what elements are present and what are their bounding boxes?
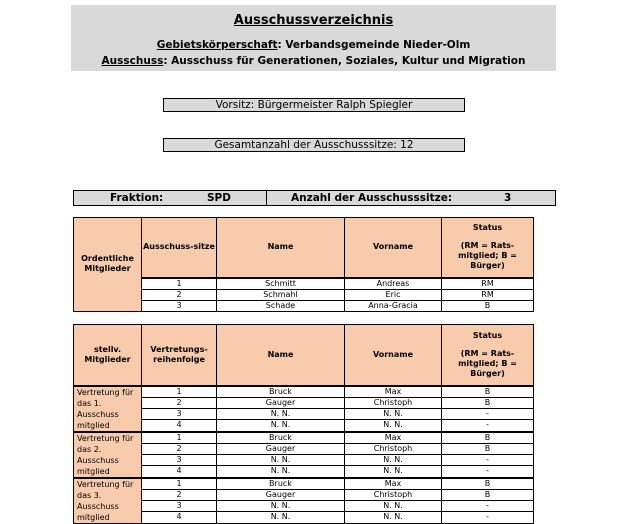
table-cell: B	[442, 432, 534, 444]
table-cell: N. N.	[345, 420, 442, 432]
vorsitz-box: Vorsitz: Bürgermeister Ralph Spiegler	[163, 98, 465, 112]
table-cell: 2	[142, 397, 217, 408]
table-cell: 1	[142, 432, 217, 444]
table-cell: B	[442, 489, 534, 500]
table-cell: N. N.	[217, 420, 345, 432]
status-title: Status	[472, 223, 503, 233]
table-cell: 1	[142, 478, 217, 490]
table-cell: B	[442, 386, 534, 398]
fraktion-divider	[266, 191, 267, 205]
table-cell: 3	[142, 454, 217, 465]
table-cell: 3	[142, 500, 217, 511]
table-cell: Max	[345, 386, 442, 398]
col-header-reihenfolge: Vertretungs-reihenfolge	[142, 325, 217, 386]
table-cell: -	[442, 420, 534, 432]
koerperschaft-value: : Verbandsgemeinde Nieder-Olm	[277, 39, 471, 51]
table-cell: 3	[142, 300, 217, 311]
table-cell: Bruck	[217, 386, 345, 398]
col-header-vorname: Vorname	[345, 218, 442, 278]
table-cell: 1	[142, 278, 217, 290]
table-cell: Christoph	[345, 489, 442, 500]
col-header-sitze: Ausschuss-sitze	[142, 218, 217, 278]
table-cell: 2	[142, 489, 217, 500]
fraktion-label: Fraktion:	[110, 192, 164, 204]
table-cell: Christoph	[345, 443, 442, 454]
table-cell: Max	[345, 478, 442, 490]
ordentliche-table	[73, 217, 534, 312]
vertretung-label-1: Vertretung für das 1. Ausschuss mitglied	[74, 386, 142, 432]
table-cell: N. N.	[345, 466, 442, 478]
table-cell: -	[442, 466, 534, 478]
table-cell: N. N.	[217, 466, 345, 478]
table-cell: Christoph	[345, 397, 442, 408]
table-cell: N. N.	[217, 454, 345, 465]
fraktion-bar	[73, 190, 556, 206]
col-header-status	[442, 325, 534, 386]
table-cell: -	[442, 454, 534, 465]
fraktion-name: SPD	[207, 192, 231, 204]
table-cell: N. N.	[217, 500, 345, 511]
table-cell: Eric	[345, 289, 442, 300]
koerperschaft-line	[71, 39, 556, 51]
table-cell: -	[442, 512, 534, 523]
table-cell: RM	[442, 289, 534, 300]
table-cell: Bruck	[217, 478, 345, 490]
stellv-row-label: stellv. Mitglieder	[74, 325, 142, 386]
ausschuss-value: : Ausschuss für Generationen, Soziales, Kultur und Migration	[163, 55, 526, 67]
table-cell: N. N.	[345, 500, 442, 511]
vertretung-label-2: Vertretung für das 2. Ausschuss mitglied	[74, 432, 142, 478]
page-title: Ausschussverzeichnis	[233, 13, 394, 28]
table-cell: 4	[142, 420, 217, 432]
table-cell: 3	[142, 408, 217, 419]
ausschuss-line	[71, 55, 556, 67]
table-cell: 4	[142, 512, 217, 523]
table-cell: Andreas	[345, 278, 442, 290]
table-cell: N. N.	[217, 512, 345, 523]
table-cell: Anna-Gracia	[345, 300, 442, 311]
table-cell: 4	[142, 466, 217, 478]
table-cell: N. N.	[345, 454, 442, 465]
table-cell: N. N.	[217, 408, 345, 419]
table-cell: Bruck	[217, 432, 345, 444]
col-header-status	[442, 218, 534, 278]
header-box	[71, 5, 556, 71]
table-cell: B	[442, 478, 534, 490]
table-cell: Gauger	[217, 443, 345, 454]
table-cell: Schade	[217, 300, 345, 311]
sitze-label: Anzahl der Ausschusssitze:	[291, 192, 453, 204]
table-cell: Max	[345, 432, 442, 444]
table-cell: -	[442, 408, 534, 419]
ordentliche-row-label: Ordentliche Mitglieder	[74, 218, 142, 312]
koerperschaft-label: Gebietskörperschaft	[156, 39, 278, 51]
ausschuss-label: Ausschuss	[101, 55, 164, 67]
table-cell: N. N.	[345, 512, 442, 523]
table-cell: Gauger	[217, 397, 345, 408]
table-cell: B	[442, 300, 534, 311]
table-cell: 2	[142, 289, 217, 300]
col-header-name: Name	[217, 218, 345, 278]
table-cell: Schmitt	[217, 278, 345, 290]
status-note: (RM = Rats-mitglied; B = Bürger)	[458, 241, 517, 271]
table-cell: B	[442, 397, 534, 408]
table-cell: N. N.	[345, 408, 442, 419]
sitze-value: 3	[504, 192, 512, 204]
vertretung-label-3: Vertretung für das 3. Ausschuss mitglied	[74, 478, 142, 524]
stellv-table	[73, 324, 534, 524]
status-title: Status	[472, 330, 503, 340]
table-cell: Schmahl	[217, 289, 345, 300]
col-header-vorname: Vorname	[345, 325, 442, 386]
status-note: (RM = Rats-mitglied; B = Bürger)	[458, 348, 517, 378]
gesamtanzahl-box: Gesamtanzahl der Ausschusssitze: 12	[163, 138, 465, 152]
table-cell: 1	[142, 386, 217, 398]
table-cell: -	[442, 500, 534, 511]
table-cell: B	[442, 443, 534, 454]
table-cell: 2	[142, 443, 217, 454]
table-cell: RM	[442, 278, 534, 290]
table-cell: Gauger	[217, 489, 345, 500]
col-header-name: Name	[217, 325, 345, 386]
